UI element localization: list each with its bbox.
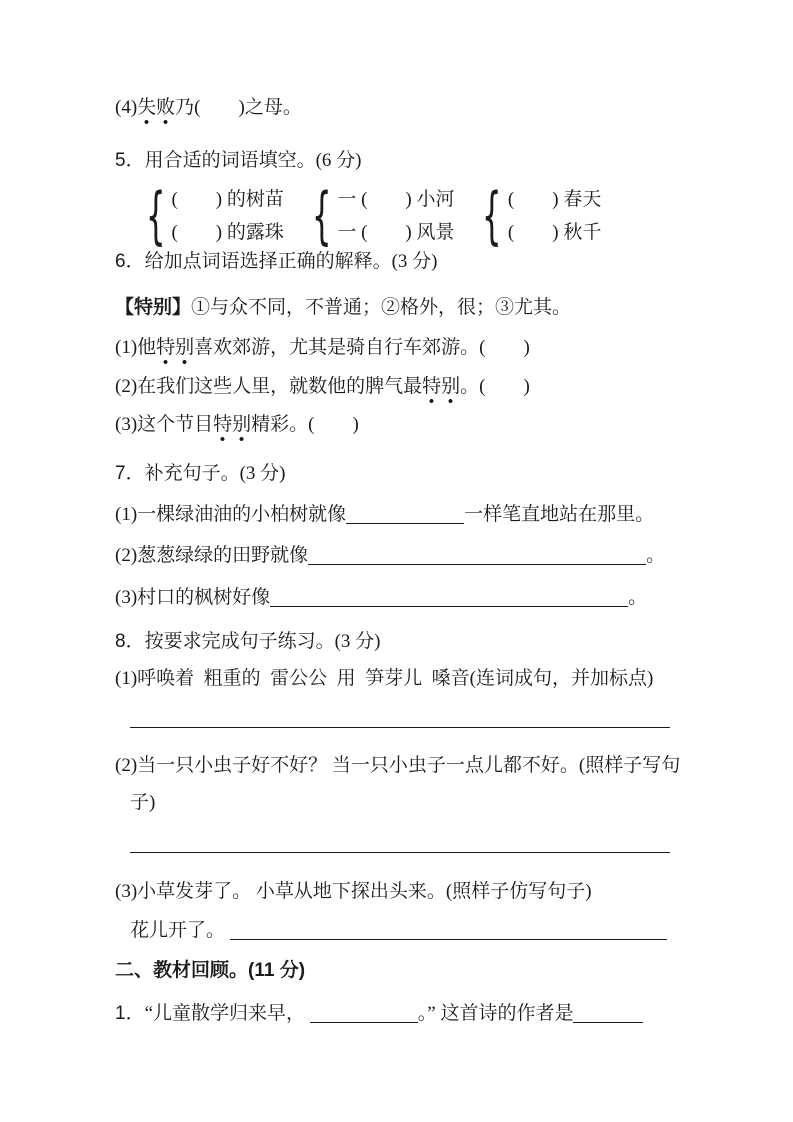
text-run: 精彩。( ) — [251, 414, 359, 435]
answer-blank — [310, 1021, 418, 1023]
text-run: 6． — [115, 251, 145, 272]
text-run: (1)呼唤着 粗重的 雷公公 用 笋芽儿 嗓音(连词成句，并加标点) — [115, 668, 654, 689]
text-run: 二、教材回顾。(11 分) — [115, 960, 306, 981]
answer-blank — [308, 563, 646, 565]
q7-item-1 — [115, 500, 654, 530]
answer-rule-2 — [130, 852, 670, 853]
answer-blank — [270, 605, 628, 607]
q8-item-3 — [115, 877, 592, 907]
q6-word-bank — [115, 293, 571, 323]
text-run: 给加点词语选择正确的解释。(3 分) — [144, 251, 438, 272]
text-run: 【特别】 — [115, 297, 192, 318]
section2-item-1 — [115, 999, 643, 1029]
text-run: (3)这个节目 — [115, 414, 214, 435]
text-run: 用合适的词语填空。(6 分) — [144, 150, 362, 171]
left-brace-icon: { — [482, 179, 503, 252]
q8-item-1 — [115, 664, 653, 694]
fill-blank-phrase: ( ) 的露珠 — [171, 222, 284, 243]
q6-item-3 — [115, 410, 359, 440]
left-brace-icon: { — [311, 179, 332, 252]
text-run: 乃( )之母。 — [175, 97, 302, 118]
text-run: (4) — [115, 97, 138, 118]
answer-blank — [346, 522, 464, 524]
q6-item-1 — [115, 333, 530, 363]
q6-title — [115, 247, 437, 277]
answer-blank — [230, 938, 667, 940]
text-run: 。 — [628, 587, 648, 608]
text-run: 5． — [115, 150, 145, 171]
text-run: (3)小草发芽了。 小草从地下探出头来。(照样子仿写句子) — [115, 881, 592, 902]
text-run: 。 — [646, 545, 666, 566]
q6-item-2 — [115, 372, 530, 402]
q5-title — [115, 146, 361, 176]
text-run: (1)一棵绿油油的小柏树就像 — [115, 504, 347, 525]
fill-blank-phrase: ( ) 春天 — [507, 189, 602, 210]
text-run: “儿童散学归来早， — [144, 1003, 310, 1024]
brace-group — [308, 179, 455, 252]
text-run: 补充句子。(3 分) — [144, 463, 286, 484]
brace-group — [142, 179, 284, 252]
q8-item-2 — [115, 751, 680, 781]
text-run: (3)村口的枫树好像 — [115, 587, 271, 608]
text-run: 喜欢郊游，尤其是骑自行车郊游。( ) — [194, 337, 530, 358]
answer-blank — [573, 1021, 643, 1023]
brace-group — [478, 179, 602, 252]
text-run: 一样笔直地站在那里。 — [464, 504, 655, 525]
text-run: 。( ) — [460, 376, 530, 397]
emphasized-text: 特别 — [422, 376, 460, 404]
emphasized-text: 特别 — [156, 337, 194, 365]
q8-item-2-cont — [130, 788, 155, 818]
fill-blank-phrase: 一 ( ) 小河 — [337, 189, 455, 210]
q8-title — [115, 627, 380, 657]
emphasized-text: 失败 — [137, 97, 175, 125]
text-run: (2)在我们这些人里，就数他的脾气最 — [115, 376, 423, 397]
text-run: 按要求完成句子练习。(3 分) — [144, 631, 381, 652]
answer-rule-1 — [130, 727, 670, 728]
item-4 — [115, 93, 302, 123]
fill-blank-phrase: 一 ( ) 风景 — [337, 222, 455, 243]
fill-blank-phrase: ( ) 秋千 — [507, 222, 602, 243]
q5-groups — [142, 179, 602, 252]
q8-item-3-answer — [130, 916, 667, 946]
q7-item-2 — [115, 541, 665, 571]
text-run: 子) — [130, 792, 156, 813]
text-run: 7． — [115, 463, 145, 484]
left-brace-icon: { — [145, 179, 166, 252]
q7-title — [115, 459, 285, 489]
fill-blank-phrase: ( ) 的树苗 — [171, 189, 284, 210]
text-run: (2)葱葱绿绿的田野就像 — [115, 545, 309, 566]
text-run: 8． — [115, 631, 145, 652]
text-run: (2)当一只小虫子好不好？ 当一只小虫子一点儿都不好。(照样子写句 — [115, 755, 681, 776]
text-run: 花儿开了。 — [130, 920, 230, 941]
text-run: 。” 这首诗的作者是 — [417, 1003, 574, 1024]
emphasized-text: 特别 — [213, 414, 251, 442]
text-run: ①与众不同，不普通；②格外，很；③尤其。 — [191, 297, 572, 318]
text-run: 1． — [115, 1003, 145, 1024]
section-2-title — [115, 956, 305, 986]
q7-item-3 — [115, 583, 647, 613]
text-run: (1)他 — [115, 337, 157, 358]
